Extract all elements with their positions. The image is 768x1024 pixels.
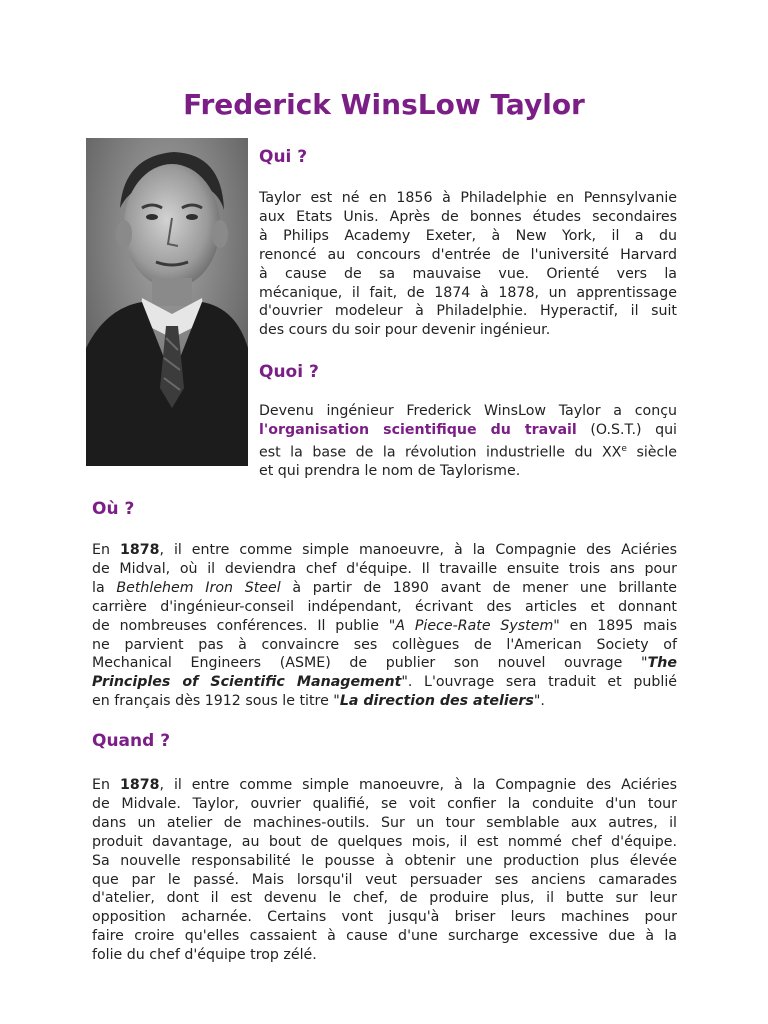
section-heading-quand: Quand ?: [92, 731, 171, 751]
text-span: ". L'ouvrage sera traduit et publié: [401, 674, 677, 691]
text-span: siècle: [626, 444, 677, 461]
text-span: En: [92, 542, 120, 558]
paragraph-qui: [259, 189, 677, 340]
text-line: [92, 579, 677, 598]
text-line: [92, 692, 677, 711]
book-title-italic: A Piece-Rate System: [395, 617, 554, 634]
text-line: aux Etats Unis. Après de bonnes études secondaires: [259, 208, 677, 225]
text-line: à cause de sa mauvaise vue. Orienté vers la: [259, 265, 677, 282]
text-line: d'ouvrier modeleur à Philadelphie. Hyperactif, il suit: [259, 303, 677, 320]
text-line: [92, 617, 677, 636]
text-line: et qui prendra le nom de Taylorisme.: [259, 463, 521, 480]
company-italic: Bethlehem Iron Steel: [116, 579, 281, 596]
text-line: Sa nouvelle responsabilité le pousse à obtenir une production plus élevée: [92, 852, 677, 869]
text-line: [259, 440, 677, 463]
section-heading-qui: Qui ?: [259, 147, 308, 167]
text-line: de Midvale. Taylor, ouvrier qualifié, se voit confier la conduite d'un tour: [92, 795, 677, 812]
text-line: dans un atelier de machines-outils. Sur un tour semblable aux autres, il: [92, 814, 677, 831]
text-line: produit davantage, au bout de quelques mois, il est nommé chef d'équipe.: [92, 833, 677, 850]
superscript: e: [621, 443, 627, 454]
text-line: [92, 776, 677, 795]
paragraph-quand: [92, 776, 677, 965]
text-line: [92, 654, 677, 673]
paragraph-ou: [92, 541, 677, 711]
text-line: ne parvient pas à convaincre ses collègues de l'American Society of: [92, 636, 677, 653]
section-heading-quoi: Quoi ?: [259, 362, 319, 382]
text-line: d'atelier, dont il est devenu le chef, de produire plus, il butte sur leur: [92, 890, 677, 907]
page-title: Frederick WinsLow Taylor: [183, 88, 585, 121]
text-line: [92, 673, 677, 692]
text-line: mécanique, il fait, de 1874 à 1878, un apprentissage: [259, 284, 677, 301]
portrait-photo: [86, 138, 248, 466]
text-span: la: [92, 579, 117, 596]
text-line: Taylor est né en 1856 à Philadelphie en Pennsylvanie: [259, 190, 677, 206]
text-span: , il entre comme simple manoeuvre, à la Compagnie des Aciéries: [159, 777, 678, 793]
text-span: " en 1895 mais: [553, 617, 677, 634]
text-span: de nombreuses conférences. Il publie ": [92, 617, 396, 634]
text-line: opposition acharnée. Certains vont jusqu'à briser leurs machines pour: [92, 909, 677, 926]
text-span: à partir de 1890 avant de mener une brillante: [280, 579, 677, 596]
text-line: folie du chef d'équipe trop zélé.: [92, 947, 317, 964]
text-span: , il entre comme simple manoeuvre, à la Compagnie des Aciéries: [159, 542, 678, 558]
paragraph-quoi: [259, 402, 677, 481]
text-line: carrière d'ingénieur-conseil indépendant, écrivant des articles et donnant: [92, 598, 677, 615]
ost-term: l'organisation scientifique du travail: [259, 421, 577, 438]
text-line: renoncé au concours d'entrée de l'université Harvard: [259, 246, 677, 263]
section-heading-ou: Où ?: [92, 499, 135, 519]
book-title-bold: Principles of Scientific Management: [92, 674, 402, 691]
text-span: est la base de la révolution industrielle du XX: [259, 444, 622, 461]
text-line: [259, 421, 677, 440]
text-span: (O.S.T.) qui: [576, 421, 678, 438]
text-line: de Midval, où il deviendra chef d'équipe. Il travaille ensuite trois ans pour: [92, 560, 677, 577]
text-line: des cours du soir pour devenir ingénieur.: [259, 322, 551, 339]
book-title-bold: The: [647, 655, 677, 672]
text-span: ".: [533, 693, 545, 710]
book-title-bold: La direction des ateliers: [339, 693, 534, 710]
text-line: faire croire qu'elles cassaient à cause d'une surcharge excessive due à la: [92, 928, 677, 945]
year-bold: 1878: [119, 542, 160, 558]
text-line: Devenu ingénieur Frederick WinsLow Taylor a conçu: [259, 403, 677, 419]
text-line: que par le passé. Mais lorsqu'il veut persuader ses anciens camarades: [92, 871, 677, 888]
text-span: En: [92, 777, 120, 793]
text-span: Mechanical Engineers (ASME) de publier son nouvel ouvrage ": [92, 655, 648, 672]
text-line: [92, 541, 677, 560]
year-bold: 1878: [119, 777, 160, 793]
text-line: à Philips Academy Exeter, à New York, il a du: [259, 227, 677, 244]
text-span: en français dès 1912 sous le titre ": [92, 693, 340, 710]
